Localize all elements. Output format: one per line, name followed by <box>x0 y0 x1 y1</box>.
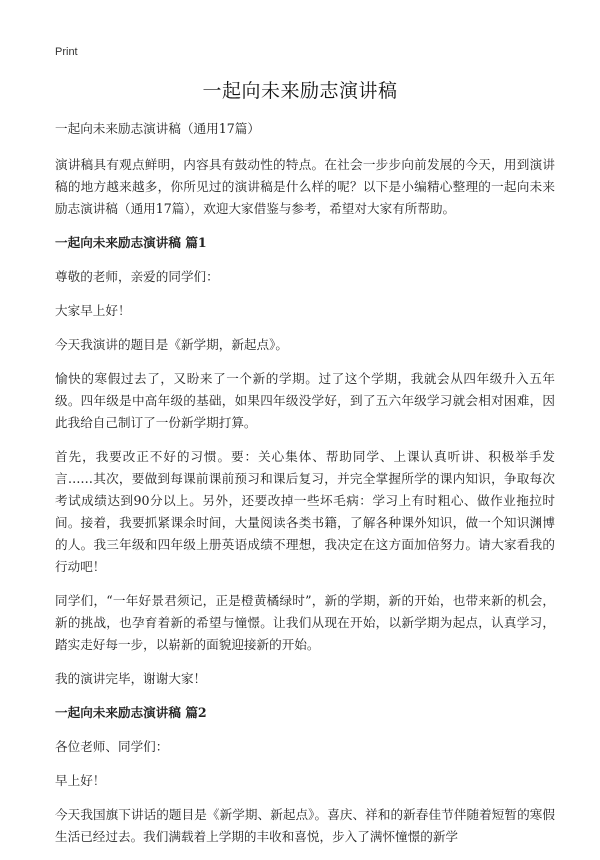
paragraph: 早上好！ <box>55 773 106 788</box>
section-heading-1: 一起向未来励志演讲稿 篇1 <box>55 235 207 250</box>
paragraph: 尊敬的老师，亲爱的同学们： <box>55 269 219 284</box>
section-heading-2: 一起向未来励志演讲稿 篇2 <box>55 705 207 720</box>
document-title: 一起向未来励志演讲稿 <box>202 80 398 102</box>
document-body <box>55 118 555 860</box>
paragraph: 大家早上好！ <box>55 303 131 318</box>
paragraph: 今天我国旗下讲话的题目是《新学期、新起点》。喜庆、祥和的新春佳节伴随着短暂的寒假生活已经过去。我们满载着上学期的丰收和喜悦，步入了满怀憧憬的新学 <box>55 807 555 844</box>
paragraph: 今天我演讲的题目是《新学期，新起点》。 <box>55 337 288 352</box>
paragraph: 我的演讲完毕，谢谢大家！ <box>55 671 207 686</box>
paragraph: 首先，我要改正不好的习惯。要：关心集体、帮助同学、上课认真听讲、积极举手发言……其次，要做到每课前课前预习和课后复习，并完全掌握所学的课内知识，争取每次考试成绩达到90分以上。另外，还要改掉一些坏毛病：学习上有时粗心、做作业拖拉时间。接着，我要抓紧课余时间，大量阅读各类书籍，了解各种课外知识，做一个知识渊博的人。我三年级和四年级上册英语成绩不理想，我决定在这方面加倍努力。请大家看我的行动吧！ <box>55 449 555 574</box>
paragraph: 各位老师、同学们： <box>55 739 169 754</box>
intro-paragraph: 演讲稿具有观点鲜明，内容具有鼓动性的特点。在社会一步步向前发展的今天，用到演讲稿的地方越来越多，你所见过的演讲稿是什么样的呢？以下是小编精心整理的一起向未来励志演讲稿（通用17篇），欢迎大家借鉴与参考，希望对大家有所帮助。 <box>55 157 555 216</box>
document-subtitle: 一起向未来励志演讲稿（通用17篇） <box>55 121 260 136</box>
paragraph: 愉快的寒假过去了，又盼来了一个新的学期。过了这个学期，我就会从四年级升入五年级。四年级是中高年级的基础，如果四年级没学好，到了五六年级学习就会相对困难，因此我给自己制订了一份新学期打算。 <box>55 371 555 430</box>
print-link[interactable]: Print <box>55 46 78 58</box>
paragraph: 同学们，“一年好景君须记，正是橙黄橘绿时”，新的学期，新的开始，也带来新的机会，新的挑战，也孕育着新的希望与憧憬。让我们从现在开始，以新学期为起点，认真学习，踏实走好每一步，以崭新的面貌迎接新的开始。 <box>55 593 555 652</box>
